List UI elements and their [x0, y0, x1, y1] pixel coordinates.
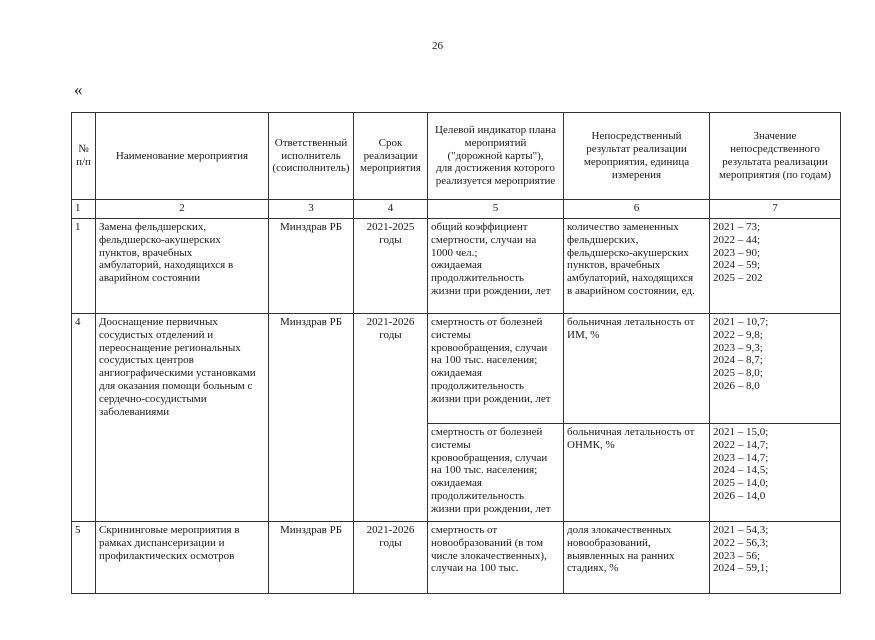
- column-number: 4: [354, 200, 428, 219]
- header-period: Срок реализации мероприятия: [354, 113, 428, 200]
- column-number: 5: [428, 200, 564, 219]
- table-row: [72, 219, 841, 314]
- row-number: 5: [72, 522, 96, 594]
- measure-name: Дооснащение первичных сосудистых отделений и переоснащение региональных сосудистых центров ангиографическими установками для оказания помощи больным с сердечно-сосудистыми заболеваниями: [96, 314, 269, 522]
- result-values: 2021 – 73; 2022 – 44; 2023 – 90; 2024 – 59; 2025 – 202: [710, 219, 841, 314]
- roadmap-table: [71, 112, 841, 594]
- column-number-row: [72, 200, 841, 219]
- result-values: 2021 – 54,3; 2022 – 56,3; 2023 – 56; 2024 – 59,1;: [710, 522, 841, 594]
- header-num: № п/п: [72, 113, 96, 200]
- header-name: Наименование мероприятия: [96, 113, 269, 200]
- column-number: 6: [564, 200, 710, 219]
- row-number: 4: [72, 314, 96, 522]
- target-indicator: общий коэффициент смертности, случаи на 1000 чел.; ожидаемая продолжительность жизни при рождении, лет: [428, 219, 564, 314]
- measure-name: Замена фельдшерских, фельдшерско-акушерских пунктов, врачебных амбулаторий, находящихся в аварийном состоянии: [96, 219, 269, 314]
- direct-result: больничная летальность от ИМ, %: [564, 314, 710, 424]
- direct-result: больничная летальность от ОНМК, %: [564, 424, 710, 522]
- target-indicator: смертность от новообразований (в том числе злокачественных), случаи на 100 тыс.: [428, 522, 564, 594]
- header-indicator: Целевой индикатор плана мероприятий ("дорожной карты"), для достижения которого реализуется мероприятие: [428, 113, 564, 200]
- column-number: 3: [269, 200, 354, 219]
- table-row: [72, 522, 841, 594]
- header-executor: Ответственный исполнитель (соисполнитель): [269, 113, 354, 200]
- row-number: 1: [72, 219, 96, 314]
- period: 2021-2026 годы: [354, 314, 428, 522]
- executor: Минздрав РБ: [269, 314, 354, 522]
- header-values: Значение непосредственного результата реализации мероприятия (по годам): [710, 113, 841, 200]
- column-number: 2: [96, 200, 269, 219]
- column-number: 1: [72, 200, 96, 219]
- direct-result: доля злокачественных новообразований, выявленных на ранних стадиях, %: [564, 522, 710, 594]
- target-indicator: смертность от болезней системы кровообращения, случаи на 100 тыс. населения; ожидаемая продолжительность жизни при рождении, лет: [428, 314, 564, 424]
- column-number: 7: [710, 200, 841, 219]
- target-indicator: смертность от болезней системы кровообращения, случаи на 100 тыс. населения; ожидаемая продолжительность жизни при рождении, лет: [428, 424, 564, 522]
- period: 2021-2025 годы: [354, 219, 428, 314]
- direct-result: количество замененных фельдшерских, фельдшерско-акушерских пунктов, врачебных амбулаторий, находящихся в аварийном состоянии, ед.: [564, 219, 710, 314]
- table-row: [72, 314, 841, 424]
- header-result: Непосредственный результат реализации мероприятия, единица измерения: [564, 113, 710, 200]
- executor: Минздрав РБ: [269, 522, 354, 594]
- result-values: 2021 – 10,7; 2022 – 9,8; 2023 – 9,3; 2024 – 8,7; 2025 – 8,0; 2026 – 8,0: [710, 314, 841, 424]
- result-values: 2021 – 15,0; 2022 – 14,7; 2023 – 14,7; 2024 – 14,5; 2025 – 14,0; 2026 – 14,0: [710, 424, 841, 522]
- page-number: 26: [432, 40, 443, 52]
- opening-quote-mark: «: [74, 80, 83, 99]
- measure-name: Скрининговые мероприятия в рамках диспансеризации и профилактических осмотров: [96, 522, 269, 594]
- period: 2021-2026 годы: [354, 522, 428, 594]
- executor: Минздрав РБ: [269, 219, 354, 314]
- header-row: [72, 113, 841, 200]
